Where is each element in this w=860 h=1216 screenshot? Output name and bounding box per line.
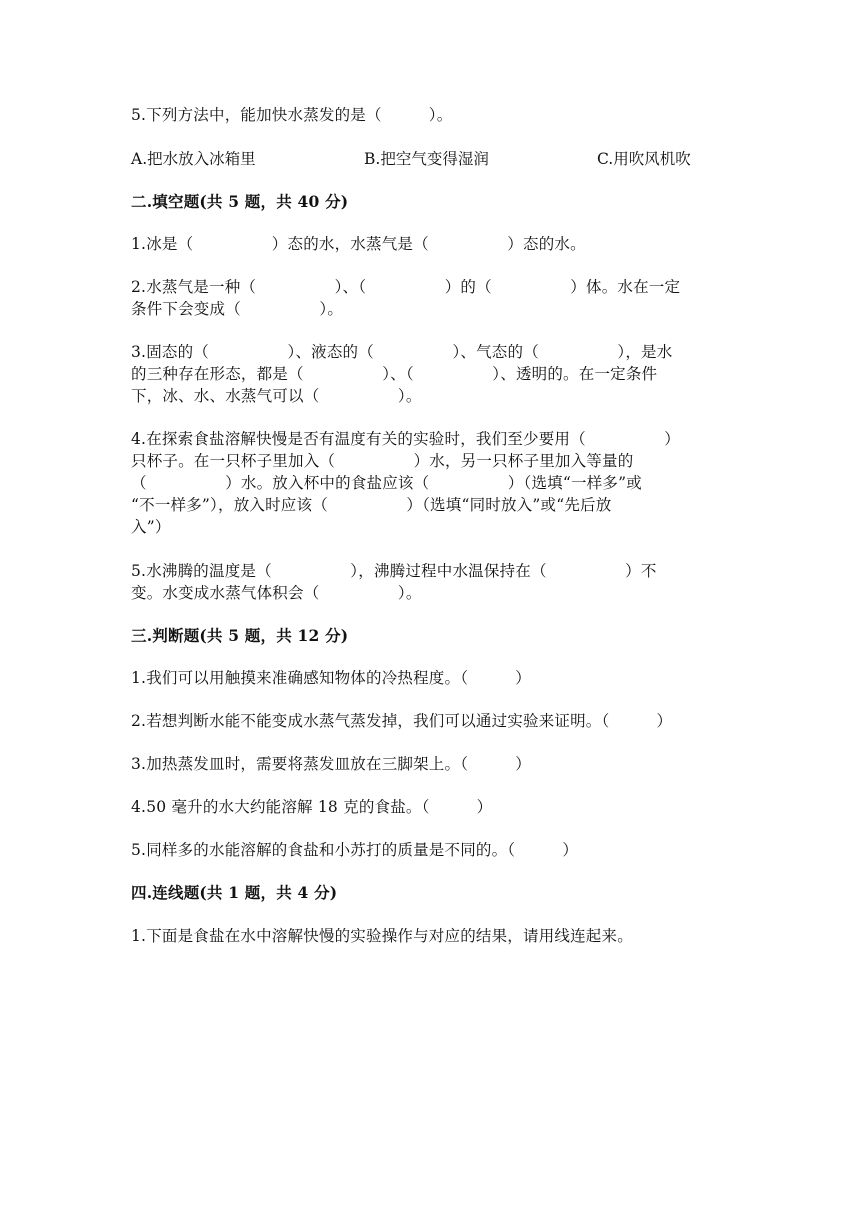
section-2-title: 二.填空题(共 5 题，共 40 分): [131, 192, 349, 211]
choice-option-c: C.用吹风机吹: [597, 150, 691, 168]
fill-question-3-line-2: 的三种存在形态，都是（ ）、（ ）、透明的。在一定条件: [131, 365, 658, 383]
fill-question-3-line-1: 3.固态的（ ）、液态的（ ）、气态的（ ），是水: [131, 343, 673, 361]
choice-option-a: A.把水放入冰箱里: [131, 150, 256, 168]
fill-question-5-line-2: 变。水变成水蒸气体积会（ ）。: [131, 584, 422, 602]
fill-question-2-line-1: 2.水蒸气是一种（ ）、（ ）的（ ）体。水在一定: [131, 278, 681, 296]
judge-question-5: 5.同样多的水能溶解的食盐和小苏打的质量是不同的。（ ）: [131, 841, 579, 859]
choice-option-b: B.把空气变得湿润: [364, 150, 489, 168]
fill-question-4-line-2: 只杯子。在一只杯子里加入（ ）水，另一只杯子里加入等量的: [131, 452, 634, 470]
fill-question-5-line-1: 5.水沸腾的温度是（ ），沸腾过程中水温保持在（ ）不: [131, 562, 657, 580]
judge-question-1: 1.我们可以用触摸来准确感知物体的冷热程度。（ ）: [131, 669, 531, 687]
fill-question-4-line-4: “不一样多”），放入时应该（ ）（选填“同时放入”或“先后放: [131, 496, 612, 514]
fill-question-4-line-3: （ ）水。放入杯中的食盐应该（ ）（选填“一样多”或: [131, 474, 642, 492]
judge-question-3: 3.加热蒸发皿时，需要将蒸发皿放在三脚架上。（ ）: [131, 755, 531, 773]
fill-question-4-line-5: 入”）: [131, 518, 171, 536]
fill-question-1: 1.冰是（ ）态的水，水蒸气是（ ）态的水。: [131, 235, 586, 253]
section-4-title: 四.连线题(共 1 题，共 4 分): [131, 883, 338, 902]
judge-question-4: 4.50 毫升的水大约能溶解 18 克的食盐。（ ）: [131, 798, 493, 816]
matching-question-1: 1.下面是食盐在水中溶解快慢的实验操作与对应的结果，请用线连起来。: [131, 927, 633, 945]
judge-question-2: 2.若想判断水能不能变成水蒸气蒸发掉，我们可以通过实验来证明。（ ）: [131, 712, 673, 730]
choice-question-5-stem: 5.下列方法中，能加快水蒸发的是（ ）。: [131, 106, 453, 124]
fill-question-4-line-1: 4.在探索食盐溶解快慢是否有温度有关的实验时，我们至少要用（ ）: [131, 430, 680, 448]
fill-question-3-line-3: 下，冰、水、水蒸气可以（ ）。: [131, 387, 422, 405]
section-3-title: 三.判断题(共 5 题，共 12 分): [131, 626, 349, 645]
fill-question-2-line-2: 条件下会变成（ ）。: [131, 300, 344, 318]
